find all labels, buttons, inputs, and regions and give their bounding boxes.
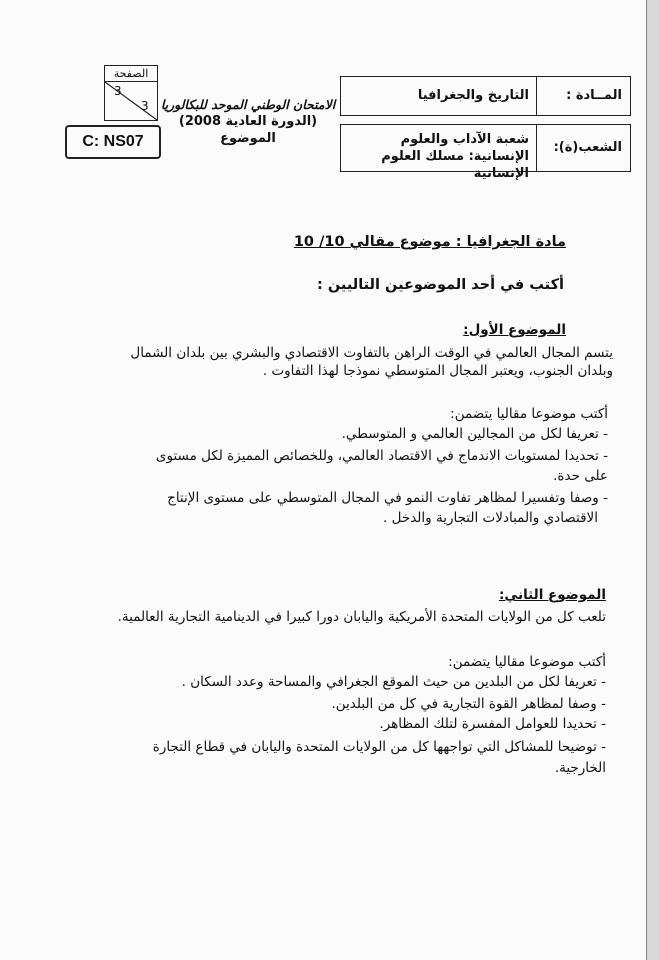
section-title: مادة الجغرافيا : موضوع مقالي 10/ 10 xyxy=(293,234,566,250)
page-box-diagonal xyxy=(105,82,157,120)
exam-title: الامتحان الوطني الموحد للبكالوريا xyxy=(160,97,336,112)
exam-session: (الدورة العادية 2008) xyxy=(178,114,318,129)
subject-value: التاريخ والجغرافيا xyxy=(417,88,529,103)
topic1-lead: أكتب موضوعا مقاليا يتضمن: xyxy=(450,406,608,422)
exam-code: C: NS07 xyxy=(65,125,161,159)
topic2-point: الخارجية. xyxy=(554,760,606,776)
topic1-point: الاقتصادي والمبادلات التجارية والدخل . xyxy=(383,510,598,526)
topic1-intro-line: يتسم المجال العالمي في الوقت الراهن بالتفاوت الاقتصادي والبشري بين بلدان الشمال xyxy=(130,345,613,361)
page-total: 3 xyxy=(141,99,149,113)
subject-box xyxy=(340,76,631,116)
topic1-point: - وصفا وتفسيرا لمظاهر تفاوت النمو في المجال المتوسطي على مستوى الإنتاج xyxy=(167,490,608,506)
subject-label: المــادة : xyxy=(566,88,622,103)
exam-header-center xyxy=(158,96,338,147)
page-number-box xyxy=(104,65,158,121)
topic1-intro-line: وبلدان الجنوب، ويعتبر المجال المتوسطي نموذجا لهذا التفاوت . xyxy=(262,363,613,379)
topic1-heading: الموضوع الأول: xyxy=(463,322,566,338)
topic1-point: - تحديدا لمستويات الاندماج في الاقتصاد العالمي، وللخصائص المميزة لكل مستوى xyxy=(155,448,608,464)
subject-divider xyxy=(536,77,537,115)
topic1-point: - تعريفا لكل من المجالين العالمي و المتوسطي. xyxy=(341,426,608,442)
page-label: الصفحة xyxy=(105,66,157,82)
topic2-point: - وصفا لمظاهر القوة التجارية في كل من البلدين. xyxy=(331,696,606,712)
topic2-intro-line: تلعب كل من الولايات المتحدة الأمريكية واليابان دورا كبيرا في الدينامية التجارية العالمية. xyxy=(117,609,606,625)
topic2-lead: أكتب موضوعا مقاليا يتضمن: xyxy=(448,654,606,670)
topic2-point: - تحديدا للعوامل المفسرة لتلك المظاهر. xyxy=(379,716,606,732)
topic2-point: - توضيحا للمشاكل التي تواجهها كل من الولايات المتحدة واليابان في قطاع التجارة xyxy=(152,739,606,755)
branch-label: الشعب(ة): xyxy=(553,140,622,155)
topic2-heading: الموضوع الثاني: xyxy=(498,587,606,603)
instruction: أكتب في أحد الموضوعين التاليين : xyxy=(317,277,564,293)
branch-value: شعبة الآداب والعلوم الإنسانية: مسلك العلوم الإنسانية xyxy=(381,132,529,181)
branch-box xyxy=(340,124,631,181)
page-number: 3 xyxy=(114,84,122,98)
doc-type: الموضوع xyxy=(220,131,276,146)
topic1-point: على حدة. xyxy=(553,468,608,484)
branch-divider xyxy=(536,125,537,171)
topic2-point: - تعريفا لكل من البلدين من حيث الموقع الجغرافي والمساحة وعدد السكان . xyxy=(181,674,606,690)
